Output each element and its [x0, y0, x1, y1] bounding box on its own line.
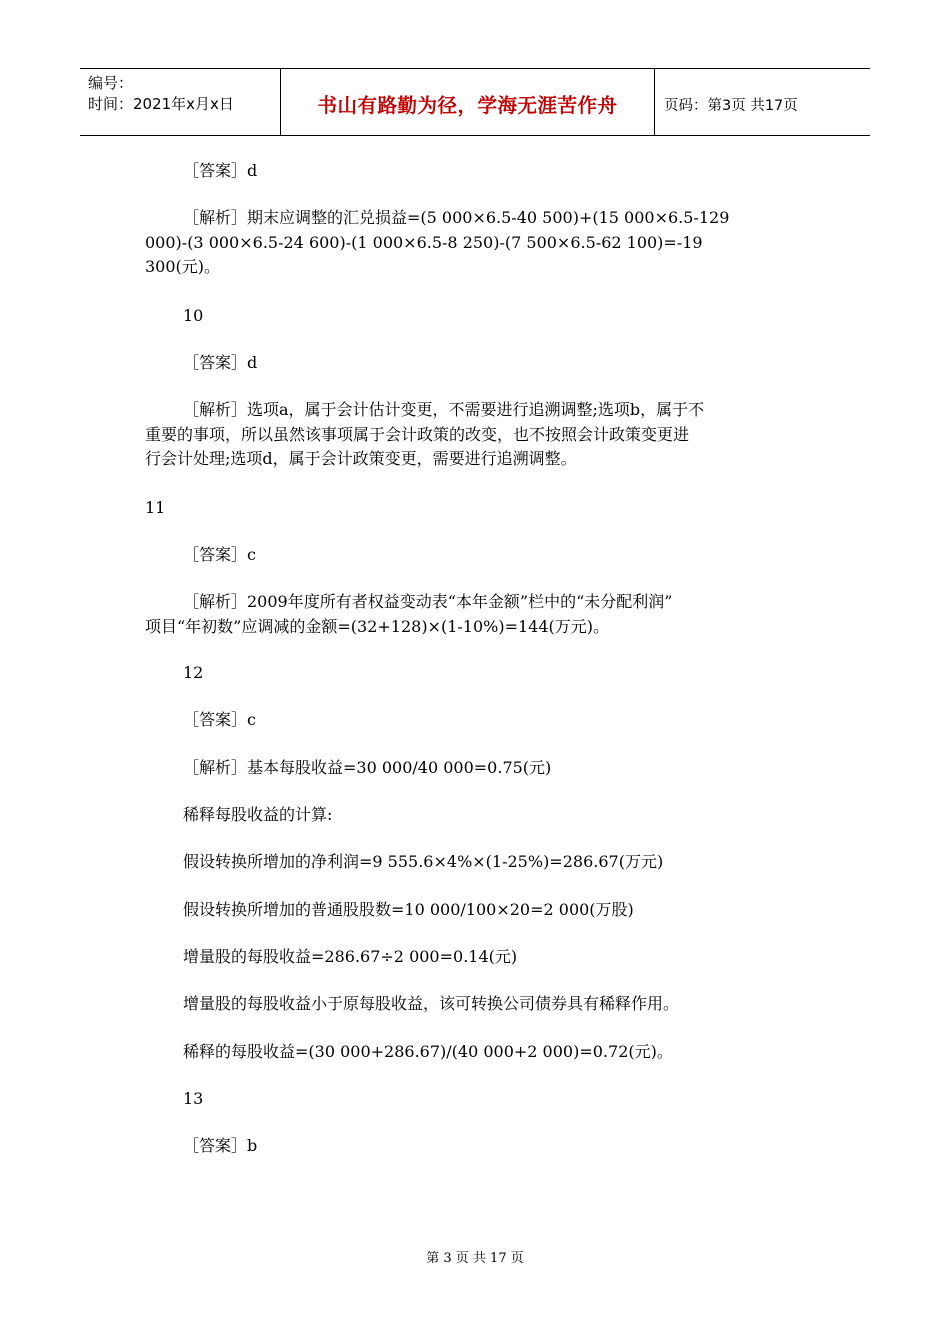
calc-line-4: 增量股的每股收益小于原每股收益，该可转换公司债券具有稀释作用。 [183, 994, 680, 1013]
answer-10: ［答案］d [183, 353, 258, 372]
explanation-11-line-2: 项目“年初数”应调减的金额=(32+128)×(1-10%)=144(万元)。 [145, 616, 610, 636]
calc-line-1: 假设转换所增加的净利润=9 555.6×4%×(1-25%)=286.67(万元) [183, 852, 664, 871]
question-number-13: 13 [183, 1089, 204, 1108]
explanation-9-line-1: ［解析］期末应调整的汇兑损益=(5 000×6.5-40 500)+(15 000×6.5-129 [183, 208, 730, 227]
header-page-info: 页码：第3页 共17页 [664, 97, 798, 114]
explanation-11 [145, 590, 805, 639]
explanation-11-line-1: ［解析］2009年度所有者权益变动表“本年金额”栏中的“未分配利润” [183, 592, 673, 611]
calc-title: 稀释每股收益的计算: [183, 805, 333, 824]
number-label: 编号： [88, 74, 134, 92]
calc-line-3: 增量股的每股收益=286.67÷2 000=0.14(元) [183, 947, 518, 966]
calc-line-5: 稀释的每股收益=(30 000+286.67)/(40 000+2 000)=0.72(元)。 [183, 1042, 673, 1061]
explanation-10-line-1: ［解析］选项a，属于会计估计变更，不需要进行追溯调整;选项b，属于不 [183, 400, 705, 419]
explanation-9 [145, 206, 805, 280]
explanation-9-line-3: 300(元)。 [145, 257, 221, 276]
answer-12: ［答案］c [183, 710, 256, 729]
time-label: 时间：2021年x月x日 [88, 95, 234, 113]
explanation-10-line-3: 行会计处理;选项d，属于会计政策变更，需要进行追溯调整。 [145, 449, 577, 468]
question-number-12: 12 [183, 663, 204, 682]
answer-9: ［答案］d [183, 161, 258, 180]
header-meta [80, 69, 281, 135]
question-number-11: 11 [145, 498, 166, 517]
calc-line-2: 假设转换所增加的普通股股数=10 000/100×20=2 000(万股) [183, 900, 634, 919]
explanation-10-line-2: 重要的事项，所以虽然该事项属于会计政策的改变，也不按照会计政策变更进 [145, 424, 690, 444]
explanation-12: ［解析］基本每股收益=30 000/40 000=0.75(元) [183, 758, 552, 777]
header-motto: 书山有路勤为径，学海无涯苦作舟 [281, 69, 655, 135]
answer-13: ［答案］b [183, 1136, 258, 1155]
page-header [80, 68, 870, 136]
explanation-9-line-2: 000)-(3 000×6.5-24 600)-(1 000×6.5-8 250)-(7 500×6.5-62 100)=-19 [145, 232, 703, 252]
page-footer: 第 3 页 共 17 页 [426, 1251, 524, 1266]
explanation-10 [145, 398, 805, 472]
answer-11: ［答案］c [183, 545, 256, 564]
question-number-10: 10 [183, 306, 204, 325]
